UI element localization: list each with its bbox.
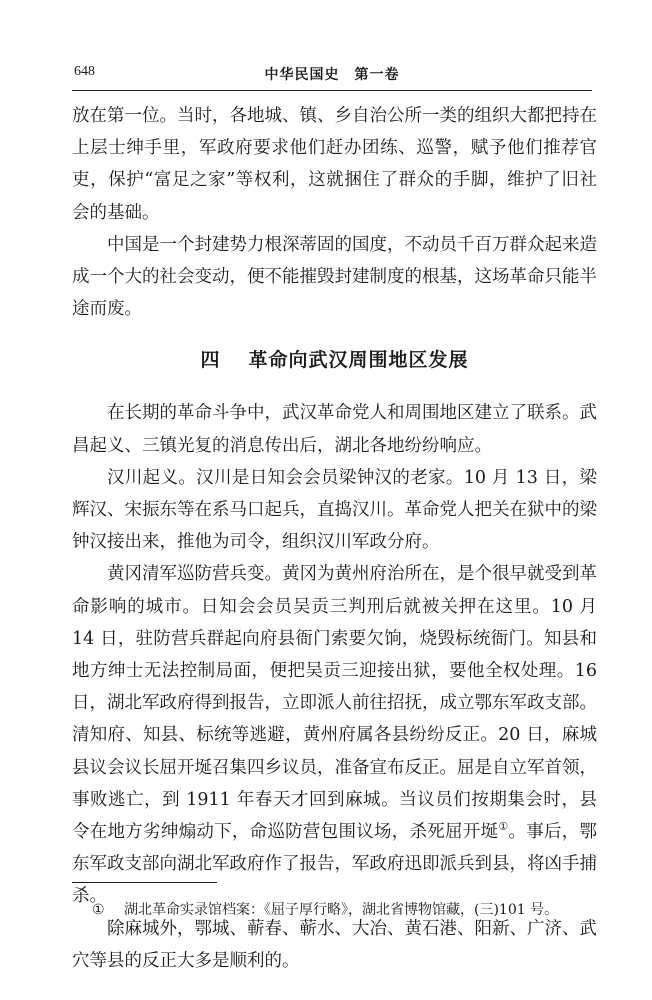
footnote-text: 湖北革命实录馆档案：《屈子厚行略》，湖北省博物馆藏，(三)101 号。 xyxy=(124,902,559,918)
paragraph-continued: 放在第一位。当时，各地城、镇、乡自治公所一类的组织大都把持在上层士绅手里，军政府要求他们赶办团练、巡警，赋予他们推荐官吏，保护“富足之家”等权利，这就捆住了群众的手脚，维护了旧社会的基础。 xyxy=(72,106,597,223)
footnote-reference[interactable]: ① xyxy=(498,820,509,834)
section-title: 革命向武汉周围地区发展 xyxy=(248,349,469,372)
footnote-mark: ① xyxy=(92,902,105,918)
paragraph-other-counties: 除麻城外，鄂城、蕲春、蕲水、大冶、黄石港、阳新、广济、武穴等县的反正大多是顺利的。 xyxy=(72,918,597,971)
paragraph-intro: 在长期的革命斗争中，武汉革命党人和周围地区建立了联系。武昌起义、三镇光复的消息传出后，湖北各地纷纷响应。 xyxy=(72,403,597,456)
section-heading xyxy=(72,345,597,375)
header-rule xyxy=(72,90,592,91)
footnote-rule xyxy=(72,882,217,883)
body-text xyxy=(72,100,597,977)
page-header xyxy=(72,64,592,86)
footnote xyxy=(92,899,612,921)
running-head: 中华民国史 第一卷 xyxy=(264,67,400,83)
page-number: 648 xyxy=(74,64,95,79)
paragraph-huanggang-text: 黄冈清军巡防营兵变。黄冈为黄州府治所在，是个很早就受到革命影响的城市。日知会会员吴贡三判刑后就被关押在这里。10 月 14 日，驻防营兵群起向府县衙门索要欠饷，烧毁标统衙门。知县和地方绅士无法控制局面，便把吴贡三迎接出狱，要他全权处理。16 日，湖北军政府得到报告，立即派人前往招抚，成立鄂东军政支部。清知府、知县、标统等逃避，黄州府属各县纷纷反正。20 日，麻城县议会议长屈开埏召集四乡议员，准备宣布反正。屈是自立军首领，事败逃亡，到 1911 年春天才回到麻城。当议员们按期集会时，县令在地方劣绅煽动下，命巡防营包围议场，杀死屈开埏 xyxy=(72,564,597,843)
paragraph-huanggang-text-end: 。事后，鄂东军政支部向湖北军政府作了报告，军政府迅即派兵到县，将凶手捕杀。 xyxy=(72,822,597,907)
section-number: 四 xyxy=(200,349,221,372)
paragraph-hanchuan: 汉川起义。汉川是日知会会员梁钟汉的老家。10 月 13 日，梁辉汉、宋振东等在系马口起兵，直捣汉川。革命党人把关在狱中的梁钟汉接出来，推他为司令，组织汉川军政分府。 xyxy=(72,467,597,553)
paragraph-conclusion: 中国是一个封建势力根深蒂固的国度，不动员千百万群众起来造成一个大的社会变动，便不能摧毁封建制度的根基，这场革命只能半途而废。 xyxy=(72,234,597,320)
paragraph-huanggang xyxy=(72,558,597,912)
